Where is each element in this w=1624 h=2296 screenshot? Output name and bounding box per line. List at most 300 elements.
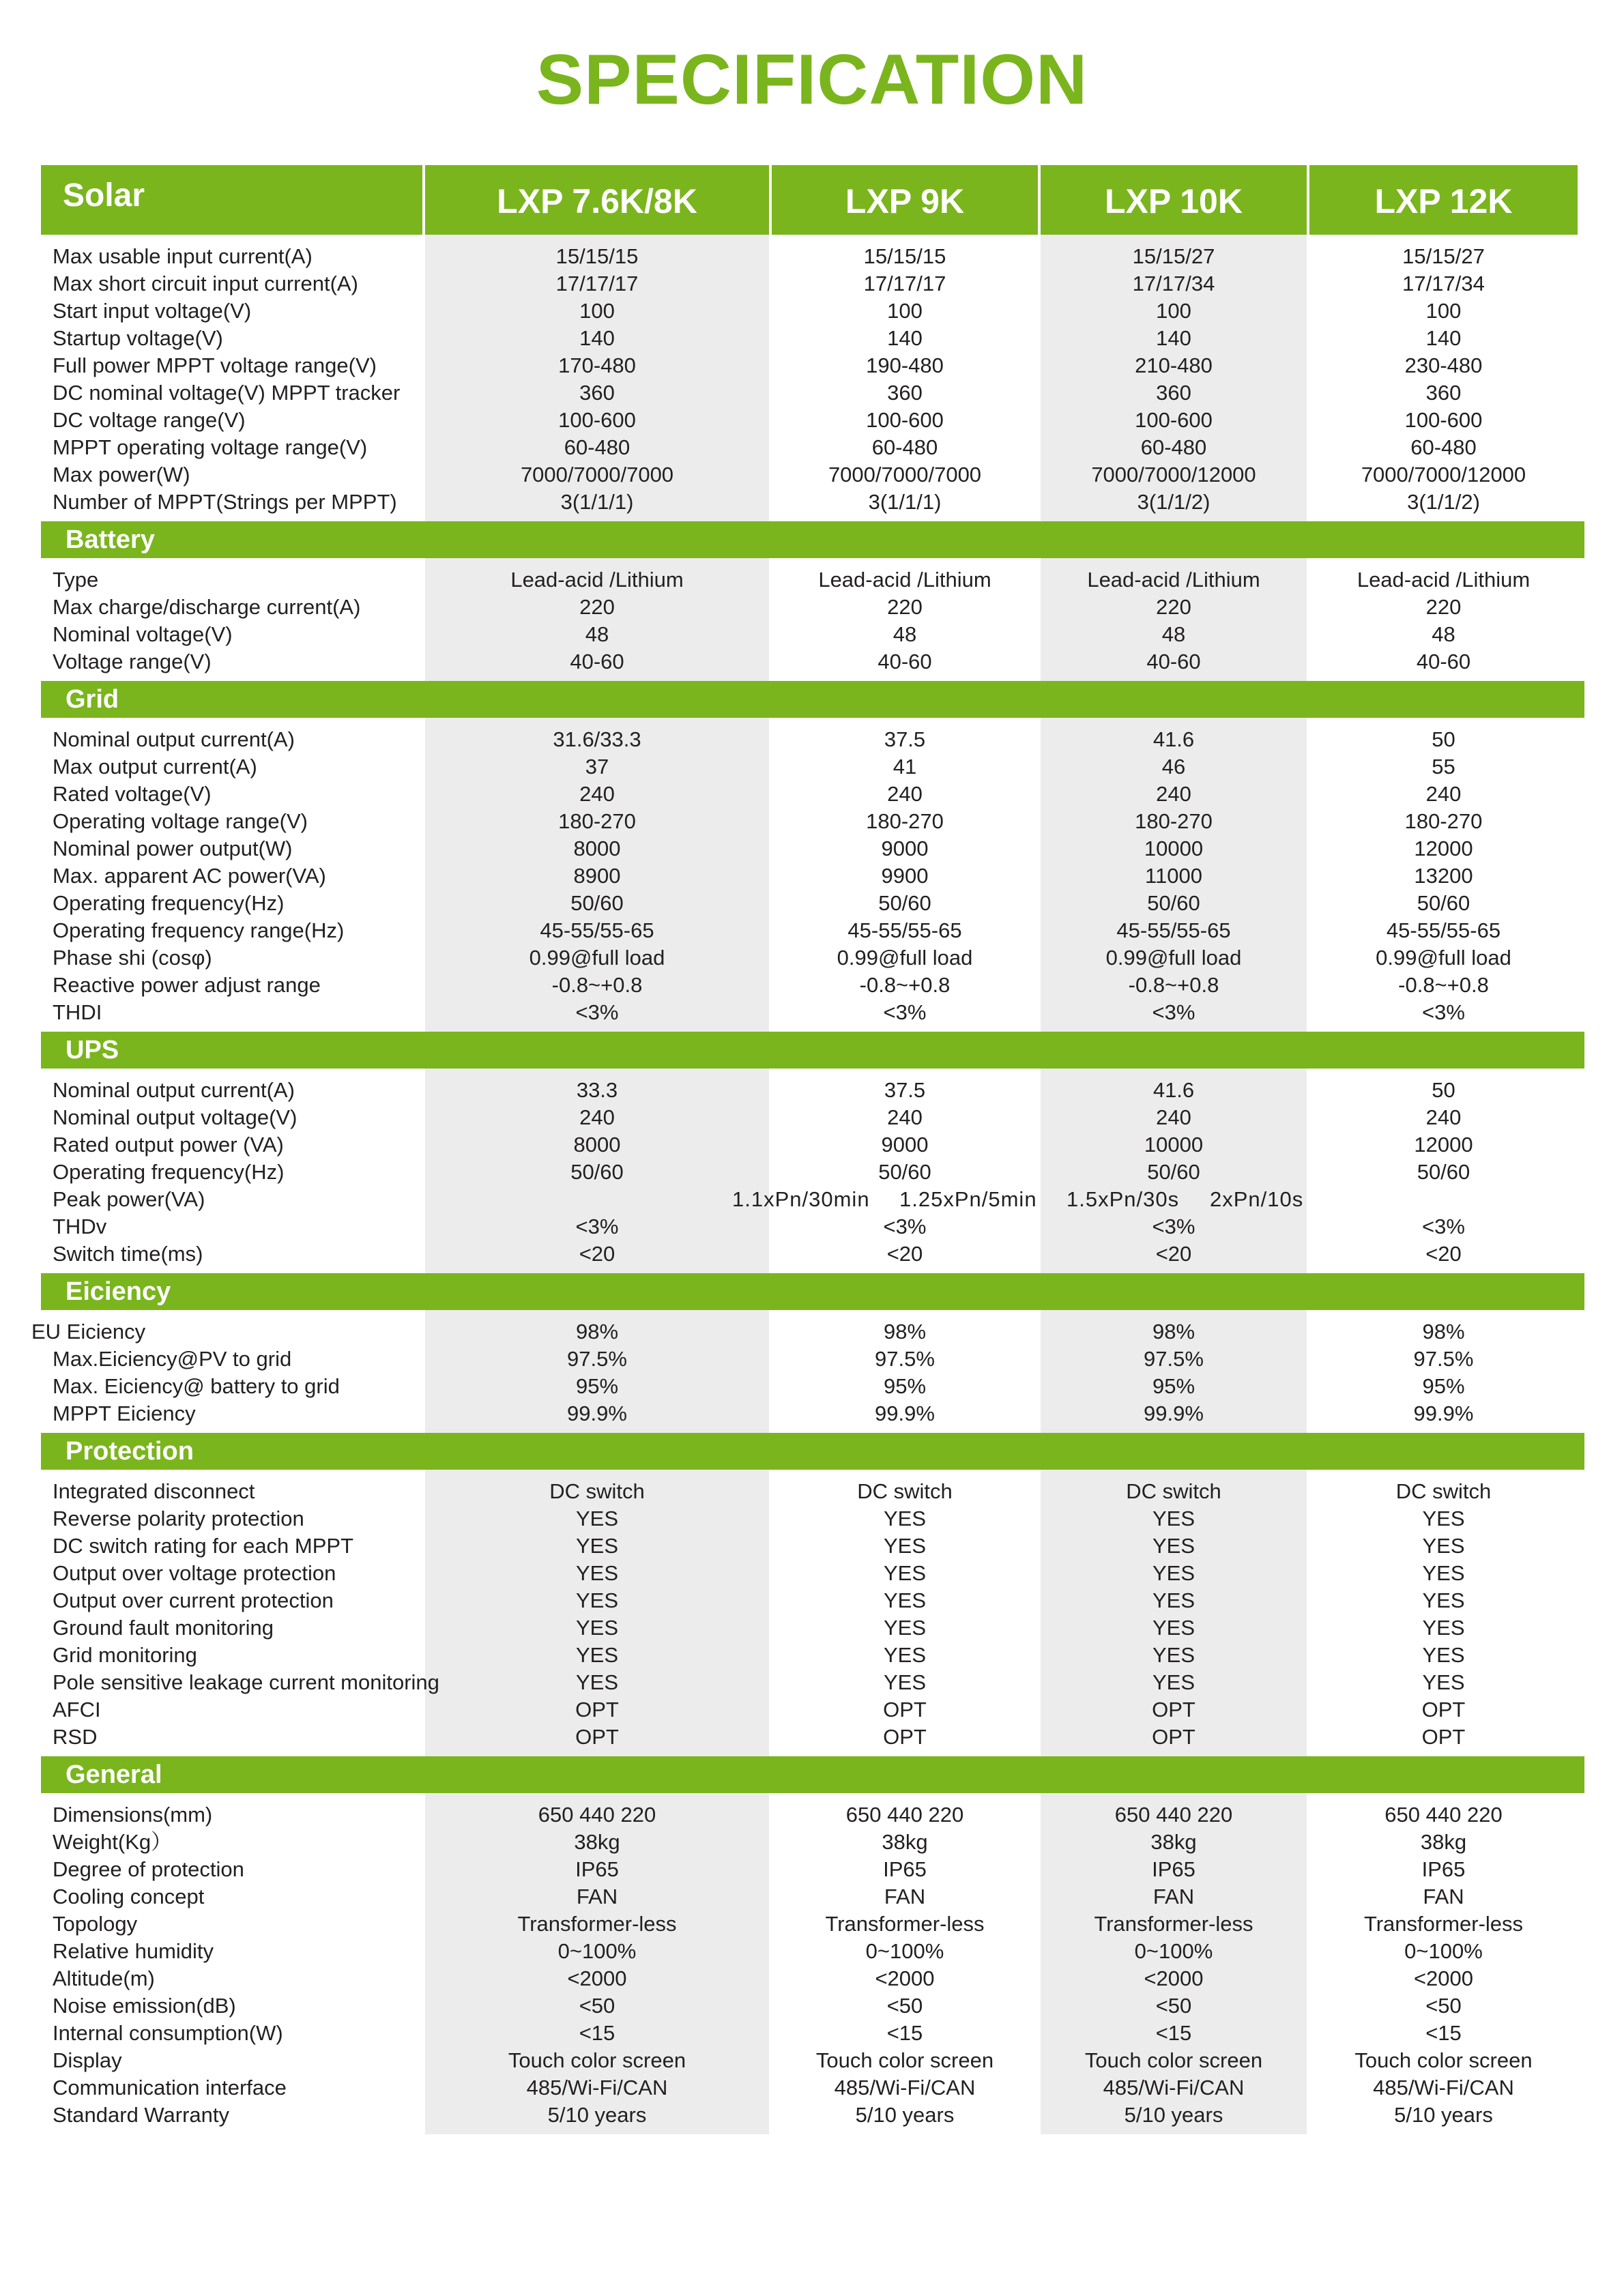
spec-value: 33.3 [576,1078,618,1102]
section-rows [41,558,1584,681]
spec-row [41,1856,1584,1883]
spec-value: 100-600 [866,408,944,432]
spec-value: YES [1152,1507,1195,1530]
spec-value: YES [1422,1561,1465,1585]
spec-value: YES [575,1643,619,1667]
spec-value: 15/15/15 [863,244,946,268]
section-title: Protection [66,1437,194,1466]
spec-value: <2000 [1144,1966,1204,1990]
spec-row [41,434,1584,461]
spec-row [41,461,1584,489]
spec-value: YES [883,1507,927,1530]
spec-row [41,1696,1584,1724]
spec-value: Touch color screen [815,2048,994,2072]
spec-row [41,1505,1584,1532]
section-rows [41,718,1584,1032]
spec-row [41,2102,1584,2129]
section-header [41,1433,1584,1470]
spec-value: 140 [887,326,923,350]
spec-row [41,1801,1584,1829]
spec-value: 7000/7000/12000 [1091,463,1256,486]
spec-value: 100 [1156,299,1191,323]
spec-label: Altitude(m) [53,1966,155,1990]
spec-value: 100-600 [558,408,636,432]
spec-label: DC voltage range(V) [53,408,246,432]
spec-value: 37 [585,755,609,779]
page-title: SPECIFICATION [536,40,1088,119]
spec-value: YES [1422,1670,1465,1694]
spec-value: FAN [1152,1885,1195,1908]
spec-value: 180-270 [558,809,636,833]
section-grid [41,681,1584,1032]
spec-value: <3% [1152,1215,1195,1238]
spec-value: <3% [575,1000,619,1024]
spec-value: 99.9% [1413,1401,1474,1425]
column-header-3: LXP 10K [1041,165,1307,235]
spec-label: Grid monitoring [53,1643,197,1667]
section-header [41,521,1584,558]
spec-label: Nominal power output(W) [53,837,293,860]
spec-label: Noise emission(dB) [53,1994,236,2018]
section-header [41,165,1584,235]
section-ups [41,1032,1584,1273]
spec-value: 50/60 [878,891,931,915]
section-title: Grid [66,685,119,714]
section-rows [41,1069,1584,1273]
section-title: General [66,1760,162,1789]
spec-value: 50 [1432,1078,1455,1102]
peak-power-value: 1.5xPn/30s [1067,1187,1180,1211]
spec-value: <20 [1425,1242,1462,1266]
spec-label: Degree of protection [53,1857,244,1881]
spec-label: MPPT Eiciency [53,1401,196,1425]
spec-label: Operating frequency(Hz) [53,1160,285,1184]
spec-value: 38kg [1150,1830,1197,1854]
spec-label: THDI [53,1000,102,1024]
spec-value: OPT [1421,1725,1466,1749]
spec-value: YES [883,1643,927,1667]
spec-value: YES [1422,1534,1465,1558]
spec-value: 485/Wi-Fi/CAN [526,2076,668,2099]
spec-value: 15/15/27 [1402,244,1485,268]
spec-row [41,726,1584,753]
spec-value: 3(1/1/2) [1137,490,1210,514]
spec-value: DC switch [549,1479,645,1503]
spec-value: 240 [1425,782,1462,806]
spec-value: <20 [886,1242,923,1266]
spec-value: 140 [1425,326,1462,350]
spec-value: 8900 [573,864,621,888]
spec-row [41,1938,1584,1965]
spec-value: 41.6 [1152,1078,1195,1102]
spec-value: YES [1152,1561,1195,1585]
spec-value: 10000 [1144,1133,1204,1157]
spec-value: 31.6/33.3 [553,727,641,751]
spec-label: Standard Warranty [53,2103,230,2127]
spec-value: 97.5% [567,1347,627,1371]
spec-row [41,297,1584,325]
spec-value: 230-480 [1404,353,1483,377]
spec-value: Transformer-less [825,1912,985,1936]
section-title [41,165,422,235]
spec-label: Max output current(A) [53,755,257,779]
column-header-2: LXP 9K [772,165,1038,235]
spec-value: 220 [1156,595,1191,619]
spec-value: 100-600 [1135,408,1213,432]
spec-label: Full power MPPT voltage range(V) [53,353,377,377]
spec-value: 220 [887,595,923,619]
spec-row [41,1373,1584,1400]
spec-value: 60-480 [871,435,938,459]
spec-row [41,1724,1584,1751]
spec-value: 50 [1432,727,1455,751]
spec-value: 100 [579,299,615,323]
spec-value: <15 [1155,2021,1192,2045]
spec-value: 50/60 [1417,1160,1470,1184]
spec-label: AFCI [53,1698,101,1721]
spec-row [41,2074,1584,2102]
spec-value: YES [575,1670,619,1694]
spec-value: 60-480 [1140,435,1207,459]
spec-value: <20 [579,1242,615,1266]
spec-label: Ground fault monitoring [53,1616,274,1640]
spec-value: 360 [887,381,923,405]
section-title: Eiciency [66,1277,171,1306]
spec-value: YES [1152,1616,1195,1640]
spec-value: <3% [1152,1000,1195,1024]
spec-value: <15 [579,2021,615,2045]
spec-value: <3% [883,1215,927,1238]
specification-table [31,165,1584,2134]
spec-value: YES [1422,1643,1465,1667]
spec-label: Relative humidity [53,1939,214,1963]
spec-value: OPT [1152,1698,1195,1721]
section-rows [41,1470,1584,1756]
spec-value: Lead-acid /Lithium [510,568,684,592]
spec-value: 45-55/55-65 [1386,918,1501,942]
spec-label: Max power(W) [53,463,190,486]
spec-row [41,1669,1584,1696]
spec-value: 98% [883,1320,927,1343]
spec-value: Lead-acid /Lithium [1087,568,1260,592]
section-solar [41,165,1584,521]
spec-value: 0.99@full load [1105,946,1242,970]
spec-value: 485/Wi-Fi/CAN [1103,2076,1245,2099]
spec-value: 40-60 [878,650,932,673]
spec-label: Output over current protection [53,1588,334,1612]
spec-row [41,1532,1584,1560]
spec-row [41,1992,1584,2020]
spec-row [41,1642,1584,1669]
spec-value: 50/60 [1147,891,1200,915]
spec-value: 99.9% [875,1401,935,1425]
spec-value: 240 [579,1105,615,1129]
spec-value: YES [1152,1588,1195,1612]
spec-value: Transformer-less [1094,1912,1253,1936]
spec-value: 8000 [573,1133,621,1157]
spec-row [41,1614,1584,1642]
spec-value: 95% [883,1374,927,1398]
spec-row [41,1159,1584,1186]
spec-value: OPT [575,1725,619,1749]
spec-value: 17/17/34 [1402,272,1485,295]
spec-value: 46 [1161,755,1186,779]
spec-label: Reactive power adjust range [53,973,321,997]
spec-value: YES [1422,1616,1465,1640]
spec-value: -0.8~+0.8 [1128,973,1219,997]
spec-value: Touch color screen [1084,2048,1263,2072]
spec-row [41,1965,1584,1992]
spec-row [41,1104,1584,1131]
spec-value: 180-270 [1404,809,1483,833]
spec-value: 55 [1432,755,1455,779]
spec-label: Reverse polarity protection [53,1507,304,1530]
spec-value: 50/60 [570,1160,624,1184]
spec-value: <20 [1155,1242,1192,1266]
section-header [41,1032,1584,1069]
peak-power-value: 2xPn/10s [1210,1187,1304,1211]
spec-value: 12000 [1414,837,1473,860]
spec-value: FAN [1423,1885,1464,1908]
spec-row [41,1186,1584,1213]
spec-value: YES [1152,1670,1195,1694]
spec-value: 50/60 [1147,1160,1200,1184]
spec-value: 0.99@full load [1376,946,1511,970]
spec-row [41,1560,1584,1587]
spec-label: Switch time(ms) [53,1242,203,1266]
spec-label: EU Eiciency [31,1320,146,1343]
spec-row [41,972,1584,999]
spec-row [41,835,1584,862]
spec-value: 50/60 [1417,891,1470,915]
spec-value: 12000 [1414,1133,1473,1157]
spec-value: 41 [893,755,917,779]
spec-label: Voltage range(V) [53,650,212,673]
spec-value: IP65 [883,1857,927,1881]
spec-label: THDv [53,1215,107,1238]
spec-label: Rated output power (VA) [53,1133,284,1157]
spec-label: Dimensions(mm) [53,1803,213,1827]
spec-value: 170-480 [558,353,636,377]
spec-value: 240 [579,782,615,806]
spec-value: 9900 [881,864,929,888]
spec-value: 0~100% [1404,1939,1483,1963]
peak-power-value: 1.25xPn/5min [899,1187,1037,1211]
spec-value: YES [883,1588,927,1612]
spec-value: 0~100% [865,1939,944,1963]
spec-value: 3(1/1/1) [868,490,942,514]
spec-value: 220 [579,595,615,619]
spec-row [41,1131,1584,1159]
spec-value: 11000 [1145,864,1202,888]
spec-value: 38kg [1420,1830,1467,1854]
spec-value: 100 [1425,299,1462,323]
spec-row [41,243,1584,270]
spec-label: Cooling concept [53,1885,205,1908]
spec-value: 0.99@full load [529,946,665,970]
spec-value: 17/17/17 [863,272,946,295]
spec-value: Transformer-less [517,1912,677,1936]
spec-value: 650 440 220 [845,1803,964,1827]
spec-label: MPPT operating voltage range(V) [53,435,368,459]
spec-row [41,621,1584,648]
spec-value: 5/10 years [1394,2103,1493,2127]
spec-value: 48 [1161,622,1186,646]
spec-row [41,325,1584,352]
spec-row [41,489,1584,516]
section-rows [41,235,1584,521]
spec-value: 15/15/27 [1132,244,1215,268]
spec-value: 97.5% [1413,1347,1474,1371]
spec-label: Nominal voltage(V) [53,622,233,646]
spec-value: Lead-acid /Lithium [818,568,991,592]
spec-value: 41.6 [1152,727,1195,751]
spec-row [41,862,1584,890]
spec-value: 15/15/15 [555,244,639,268]
spec-value: 0.99@full load [837,946,973,970]
spec-row [41,808,1584,835]
spec-value: <3% [575,1215,619,1238]
spec-label: DC switch rating for each MPPT [53,1534,354,1558]
section-header [41,681,1584,718]
spec-row [41,2047,1584,2074]
spec-row [31,1318,1584,1346]
spec-value: YES [883,1616,927,1640]
spec-value: 99.9% [567,1401,627,1425]
spec-value: 190-480 [866,353,944,377]
spec-label: Nominal output current(A) [53,727,295,751]
spec-label: Max. Eiciency@ battery to grid [53,1374,340,1398]
spec-value: 100 [887,299,923,323]
spec-value: 220 [1425,595,1462,619]
section-rows [41,1793,1584,2134]
spec-row [41,753,1584,781]
spec-value: YES [575,1561,619,1585]
spec-value: 37.5 [884,1078,926,1102]
spec-value: OPT [575,1698,619,1721]
spec-value: 240 [887,1105,923,1129]
spec-value: Transformer-less [1363,1912,1524,1936]
spec-value: 38kg [574,1830,620,1854]
column-header-4: LXP 12K [1309,165,1578,235]
spec-row [41,594,1584,621]
spec-label: RSD [53,1725,98,1749]
spec-row [41,1883,1584,1910]
spec-value: <2000 [875,1966,935,1990]
spec-value: Lead-acid /Lithium [1357,568,1531,592]
spec-value: 485/Wi-Fi/CAN [1373,2076,1514,2099]
spec-row [41,1910,1584,1938]
section-eiciency [31,1273,1584,1433]
spec-label: Nominal output current(A) [53,1078,295,1102]
spec-row [41,270,1584,297]
spec-value: IP65 [1421,1857,1466,1881]
spec-value: -0.8~+0.8 [551,973,643,997]
spec-value: <15 [886,2021,923,2045]
spec-value: YES [883,1561,927,1585]
spec-row [41,2020,1584,2047]
spec-value: 650 440 220 [538,1803,656,1827]
spec-value: OPT [1152,1725,1195,1749]
spec-value: 38kg [882,1830,928,1854]
spec-value: 95% [1422,1374,1465,1398]
spec-label: Communication interface [53,2076,287,2099]
spec-value: YES [575,1588,619,1612]
spec-value: <50 [1425,1994,1462,2018]
spec-value: 7000/7000/7000 [828,463,982,486]
spec-value: 48 [893,622,917,646]
spec-value: <50 [579,1994,615,2018]
spec-value: 240 [1425,1105,1462,1129]
spec-value: 17/17/17 [555,272,639,295]
spec-value: 180-270 [1135,809,1213,833]
section-header [41,1756,1584,1793]
spec-value: <50 [1155,1994,1192,2018]
spec-value: 240 [887,782,923,806]
spec-value: 50/60 [878,1160,931,1184]
spec-value: YES [1422,1507,1465,1530]
spec-label: Start input voltage(V) [53,299,252,323]
spec-value: <2000 [1413,1966,1474,1990]
spec-row [41,917,1584,944]
spec-label: DC nominal voltage(V) MPPT tracker [53,381,401,405]
spec-label: Number of MPPT(Strings per MPPT) [53,490,397,514]
spec-value: FAN [884,1885,926,1908]
section-title: Battery [66,525,155,554]
spec-value: 7000/7000/7000 [520,463,674,486]
spec-label: Operating frequency(Hz) [53,891,285,915]
spec-value: YES [1152,1534,1195,1558]
spec-label: Display [53,2048,122,2072]
spec-value: 360 [579,381,615,405]
spec-value: 98% [575,1320,619,1343]
spec-value: YES [883,1534,927,1558]
spec-value: 45-55/55-65 [1116,918,1231,942]
spec-row [41,1213,1584,1240]
spec-row [41,566,1584,594]
spec-row [41,999,1584,1026]
spec-value: 0~100% [1134,1939,1213,1963]
spec-value: 650 440 220 [1384,1803,1503,1827]
spec-value: Touch color screen [1354,2048,1533,2072]
spec-value: YES [1152,1643,1195,1667]
section-battery [41,521,1584,681]
spec-label: Max. apparent AC power(VA) [53,864,326,888]
spec-row [41,352,1584,379]
spec-value: DC switch [857,1479,953,1503]
spec-value: 140 [579,326,615,350]
spec-value: -0.8~+0.8 [859,973,951,997]
spec-value: Touch color screen [508,2048,686,2072]
spec-value: 40-60 [1146,650,1201,673]
spec-label: Phase shi (cosφ) [53,946,212,970]
spec-value: <3% [883,1000,927,1024]
section-title-text: Solar [63,177,145,214]
spec-value: OPT [1421,1698,1466,1721]
spec-value: OPT [883,1725,927,1749]
spec-value: 650 440 220 [1114,1803,1233,1827]
spec-value: 5/10 years [855,2103,955,2127]
column-header-1: LXP 7.6K/8K [425,165,769,235]
spec-value: 240 [1156,782,1191,806]
spec-value: 140 [1156,326,1191,350]
section-rows [31,1310,1584,1433]
spec-row [41,1400,1584,1427]
spec-value: 3(1/1/1) [560,490,634,514]
spec-value: DC switch [1395,1479,1492,1503]
spec-row [41,1478,1584,1505]
spec-row [41,890,1584,917]
